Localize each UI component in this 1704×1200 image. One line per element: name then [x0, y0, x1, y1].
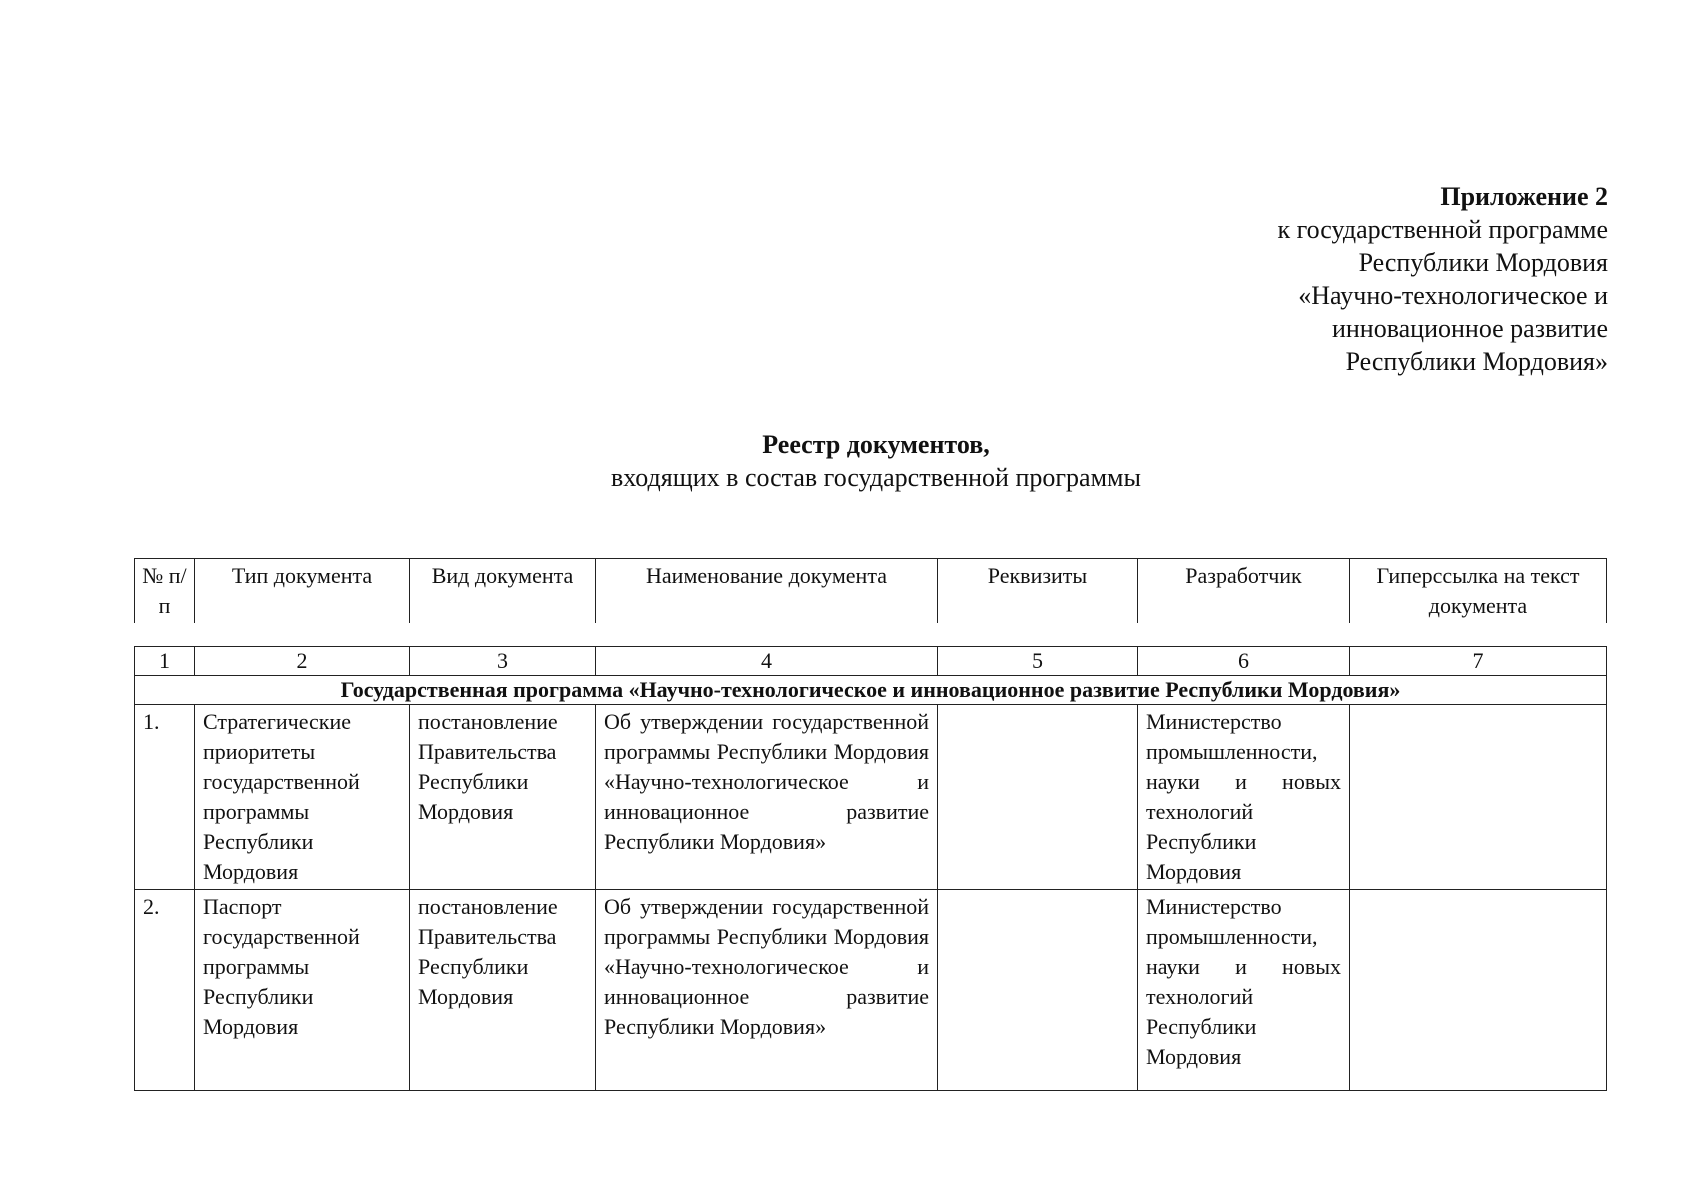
document-title-line1: Реестр документов, — [762, 430, 990, 459]
row-doc-kind: постановление Правительства Республики Мордовия — [410, 705, 596, 890]
column-numbers-row — [135, 647, 1607, 676]
header-developer: Разработчик — [1138, 559, 1350, 624]
appendix-line: к государственной программе — [1277, 215, 1608, 244]
row-doc-name: Об утверждении государственной программы Республики Мордовия «Научно-технологическое и инновационное развитие Республики Мордовия» — [596, 890, 938, 1091]
row-hyperlink[interactable] — [1350, 705, 1607, 890]
column-number: 1 — [135, 647, 195, 676]
column-number: 6 — [1138, 647, 1350, 676]
appendix-line: Республики Мордовия — [1358, 248, 1608, 277]
column-number: 7 — [1350, 647, 1607, 676]
header-num: № п/п — [135, 559, 195, 624]
row-num: 2. — [135, 890, 195, 1091]
appendix-line: инновационное развитие — [1331, 314, 1608, 343]
row-developer: Министерство промышленности, науки и новых технологий Республики Мордовия — [1138, 890, 1350, 1091]
appendix-block — [1278, 180, 1609, 378]
row-num: 1. — [135, 705, 195, 890]
row-developer: Министерство промышленности, науки и новых технологий Республики Мордовия — [1138, 705, 1350, 890]
row-requisites — [938, 890, 1138, 1091]
header-doc-type: Тип документа — [195, 559, 410, 624]
header-doc-kind: Вид документа — [410, 559, 596, 624]
header-hyperlink: Гиперссылка на текст документа — [1350, 559, 1607, 624]
row-doc-kind: постановление Правительства Республики Мордовия — [410, 890, 596, 1091]
row-hyperlink[interactable] — [1350, 890, 1607, 1091]
table-row — [135, 705, 1607, 890]
header-doc-name: Наименование документа — [596, 559, 938, 624]
table-header — [134, 558, 1607, 623]
column-number: 2 — [195, 647, 410, 676]
document-title-line2: входящих в состав государственной программы — [611, 463, 1141, 492]
row-doc-type: Паспорт государственной программы Республики Мордовия — [195, 890, 410, 1091]
column-number: 4 — [596, 647, 938, 676]
row-doc-name: Об утверждении государственной программы Республики Мордовия «Научно-технологическое и инновационное развитие Республики Мордовия» — [596, 705, 938, 890]
row-doc-type: Стратегические приоритеты государственной программы Республики Мордовия — [195, 705, 410, 890]
appendix-line: «Научно-технологическое и — [1298, 281, 1608, 310]
header-requisites: Реквизиты — [938, 559, 1138, 624]
appendix-title: Приложение 2 — [1440, 182, 1608, 211]
row-requisites — [938, 705, 1138, 890]
column-number: 3 — [410, 647, 596, 676]
section-title: Государственная программа «Научно-технологическое и инновационное развитие Республики Мордовия» — [135, 676, 1607, 705]
table-row — [135, 890, 1607, 1091]
registry-table — [134, 646, 1607, 1091]
column-number: 5 — [938, 647, 1138, 676]
appendix-line: Республики Мордовия» — [1345, 347, 1608, 376]
section-row — [135, 676, 1607, 705]
document-title — [0, 428, 1704, 494]
